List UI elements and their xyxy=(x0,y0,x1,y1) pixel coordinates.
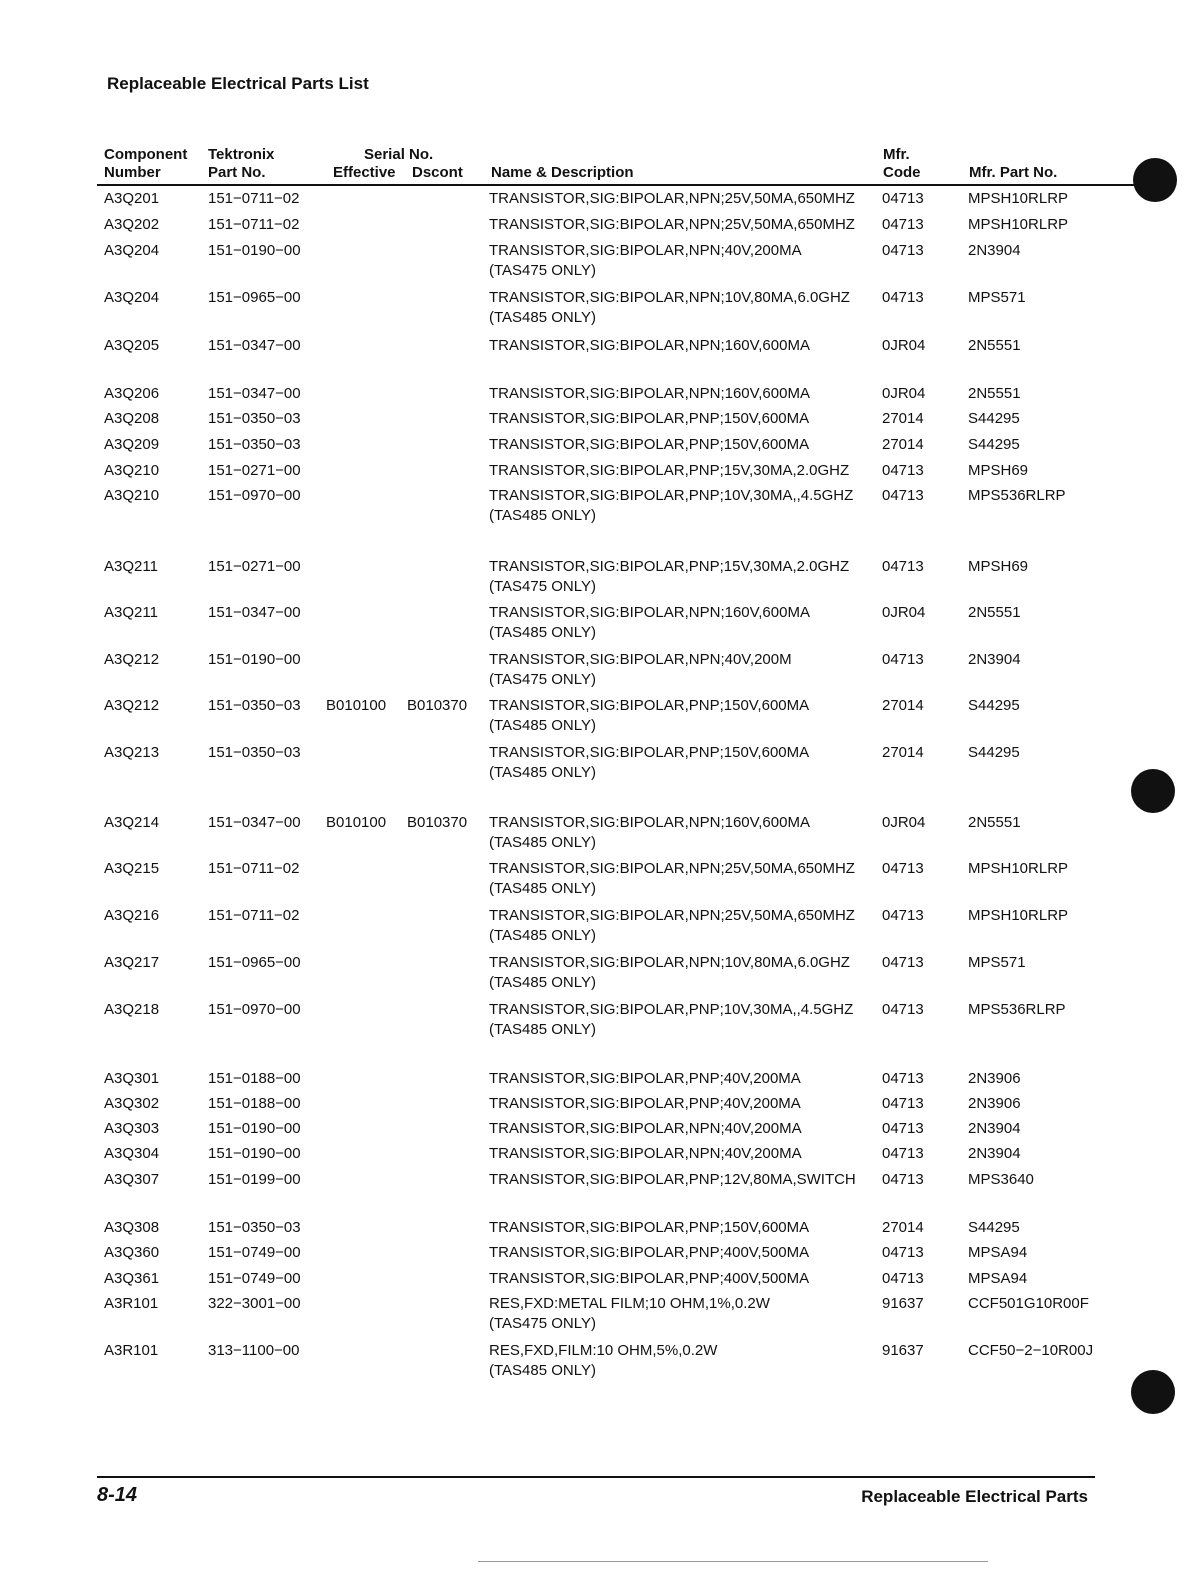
cell-mfr-part-number: CCF501G10R00F xyxy=(968,1295,1089,1312)
cell-mfr-code: 0JR04 xyxy=(882,337,926,354)
cell-mfr-part-number: MPS3640 xyxy=(968,1171,1034,1188)
cell-component: A3Q208 xyxy=(104,410,160,427)
cell-mfr-code: 91637 xyxy=(882,1342,924,1359)
cell-description: RES,FXD,FILM:10 OHM,5%,0.2W xyxy=(489,1342,718,1359)
cell-mfr-part-number: 2N3906 xyxy=(968,1095,1021,1112)
cell-part-number: 151−0271−00 xyxy=(208,558,301,575)
cell-description-note: (TAS485 ONLY) xyxy=(489,507,596,524)
cell-component: A3Q308 xyxy=(104,1219,160,1236)
cell-part-number: 322−3001−00 xyxy=(208,1295,301,1312)
cell-description-note: (TAS485 ONLY) xyxy=(489,1021,596,1038)
cell-mfr-part-number: S44295 xyxy=(968,744,1020,761)
cell-description: TRANSISTOR,SIG:BIPOLAR,PNP;400V,500MA xyxy=(489,1270,810,1287)
cell-description-note: (TAS475 ONLY) xyxy=(489,262,596,279)
section-title: Replaceable Electrical Parts xyxy=(861,1487,1088,1506)
cell-mfr-part-number: MPSH69 xyxy=(968,462,1029,479)
cell-mfr-part-number: MPSH10RLRP xyxy=(968,860,1069,877)
cell-mfr-code: 0JR04 xyxy=(882,385,926,402)
cell-mfr-part-number: MPS571 xyxy=(968,954,1026,971)
cell-mfr-code: 04713 xyxy=(882,1171,924,1188)
cell-description: TRANSISTOR,SIG:BIPOLAR,NPN;40V,200MA xyxy=(489,1145,802,1162)
cell-component: A3Q307 xyxy=(104,1171,160,1188)
cell-description: TRANSISTOR,SIG:BIPOLAR,NPN;25V,50MA,650MHZ xyxy=(489,216,855,233)
page-title: Replaceable Electrical Parts List xyxy=(107,74,369,93)
cell-component: A3Q303 xyxy=(104,1120,160,1137)
cell-mfr-code: 27014 xyxy=(882,1219,924,1236)
cell-part-number: 151−0965−00 xyxy=(208,289,301,306)
cell-serial-dscont: B010370 xyxy=(407,697,468,714)
cell-description-note: (TAS485 ONLY) xyxy=(489,974,596,991)
cell-description-note: (TAS485 ONLY) xyxy=(489,880,596,897)
cell-description: TRANSISTOR,SIG:BIPOLAR,PNP;10V,30MA,,4.5GHZ xyxy=(489,487,854,504)
cell-description: TRANSISTOR,SIG:BIPOLAR,NPN;160V,600MA xyxy=(489,814,810,831)
cell-mfr-code: 04713 xyxy=(882,651,924,668)
cell-mfr-part-number: MPSH10RLRP xyxy=(968,216,1069,233)
header-tektronix-line2: Part No. xyxy=(208,164,266,181)
header-serial: Serial No. xyxy=(364,146,434,163)
header-component-line2: Number xyxy=(104,164,161,181)
cell-part-number: 151−0190−00 xyxy=(208,242,301,259)
cell-description: TRANSISTOR,SIG:BIPOLAR,NPN;40V,200MA xyxy=(489,242,802,259)
cell-mfr-code: 04713 xyxy=(882,216,924,233)
scan-artifact-line xyxy=(478,1561,988,1562)
cell-description-note: (TAS485 ONLY) xyxy=(489,309,596,326)
header-tektronix xyxy=(208,146,274,182)
cell-description-note: (TAS485 ONLY) xyxy=(489,717,596,734)
cell-component: A3Q214 xyxy=(104,814,160,831)
cell-part-number: 151−0711−02 xyxy=(208,860,300,877)
header-mfr-part: Mfr. Part No. xyxy=(969,164,1058,181)
cell-mfr-part-number: 2N5551 xyxy=(968,814,1021,831)
cell-description: TRANSISTOR,SIG:BIPOLAR,NPN;10V,80MA,6.0GHZ xyxy=(489,289,850,306)
cell-component: A3Q204 xyxy=(104,289,160,306)
cell-component: A3Q218 xyxy=(104,1001,160,1018)
cell-description: TRANSISTOR,SIG:BIPOLAR,NPN;160V,600MA xyxy=(489,604,810,621)
cell-component: A3R101 xyxy=(104,1295,159,1312)
cell-mfr-code: 04713 xyxy=(882,558,924,575)
page-number: 8-14 xyxy=(97,1484,138,1506)
cell-mfr-code: 04713 xyxy=(882,954,924,971)
cell-mfr-part-number: 2N3904 xyxy=(968,651,1021,668)
cell-mfr-part-number: 2N5551 xyxy=(968,337,1021,354)
cell-component: A3Q211 xyxy=(104,604,158,621)
cell-mfr-code: 04713 xyxy=(882,1270,924,1287)
cell-mfr-code: 27014 xyxy=(882,697,924,714)
binder-hole-marker xyxy=(1131,1370,1175,1414)
cell-mfr-code: 0JR04 xyxy=(882,604,926,621)
cell-description: TRANSISTOR,SIG:BIPOLAR,PNP;150V,600MA xyxy=(489,744,810,761)
cell-description: TRANSISTOR,SIG:BIPOLAR,PNP;400V,500MA xyxy=(489,1244,810,1261)
cell-component: A3Q210 xyxy=(104,462,160,479)
cell-part-number: 151−0711−02 xyxy=(208,216,300,233)
cell-serial-effective: B010100 xyxy=(326,814,387,831)
cell-description-note: (TAS475 ONLY) xyxy=(489,671,596,688)
cell-component: A3Q361 xyxy=(104,1270,160,1287)
cell-part-number: 151−0711−02 xyxy=(208,907,300,924)
cell-component: A3Q212 xyxy=(104,697,160,714)
cell-part-number: 151−0965−00 xyxy=(208,954,301,971)
cell-description-note: (TAS485 ONLY) xyxy=(489,624,596,641)
cell-mfr-part-number: MPS571 xyxy=(968,289,1026,306)
cell-mfr-part-number: S44295 xyxy=(968,410,1020,427)
cell-mfr-code: 04713 xyxy=(882,487,924,504)
cell-part-number: 313−1100−00 xyxy=(208,1342,300,1359)
header-serial-effective: Effective xyxy=(333,164,396,181)
cell-serial-effective: B010100 xyxy=(326,697,387,714)
cell-component: A3Q302 xyxy=(104,1095,160,1112)
cell-description: TRANSISTOR,SIG:BIPOLAR,PNP;15V,30MA,2.0GHZ xyxy=(489,462,850,479)
cell-mfr-part-number: MPSH10RLRP xyxy=(968,190,1069,207)
cell-mfr-code: 27014 xyxy=(882,744,924,761)
cell-description: TRANSISTOR,SIG:BIPOLAR,NPN;25V,50MA,650MHZ xyxy=(489,907,855,924)
cell-description: TRANSISTOR,SIG:BIPOLAR,PNP;150V,600MA xyxy=(489,410,810,427)
cell-description: TRANSISTOR,SIG:BIPOLAR,PNP;40V,200MA xyxy=(489,1070,801,1087)
cell-component: A3Q205 xyxy=(104,337,160,354)
cell-part-number: 151−0271−00 xyxy=(208,462,301,479)
cell-description-note: (TAS475 ONLY) xyxy=(489,1315,596,1332)
cell-description: TRANSISTOR,SIG:BIPOLAR,PNP;10V,30MA,,4.5GHZ xyxy=(489,1001,854,1018)
header-component-line1: Component xyxy=(104,146,188,163)
cell-component: A3Q360 xyxy=(104,1244,160,1261)
cell-mfr-part-number: MPS536RLRP xyxy=(968,487,1066,504)
cell-component: A3R101 xyxy=(104,1342,159,1359)
cell-description: TRANSISTOR,SIG:BIPOLAR,NPN;160V,600MA xyxy=(489,337,810,354)
cell-part-number: 151−0190−00 xyxy=(208,1120,301,1137)
footer-rule xyxy=(97,1476,1095,1478)
cell-mfr-code: 27014 xyxy=(882,410,924,427)
header-rule xyxy=(97,184,1142,186)
cell-mfr-code: 04713 xyxy=(882,462,924,479)
cell-mfr-code: 04713 xyxy=(882,1120,924,1137)
cell-mfr-part-number: MPS536RLRP xyxy=(968,1001,1066,1018)
cell-part-number: 151−0350−03 xyxy=(208,697,301,714)
cell-part-number: 151−0749−00 xyxy=(208,1270,301,1287)
cell-serial-dscont: B010370 xyxy=(407,814,468,831)
cell-mfr-part-number: 2N3904 xyxy=(968,1120,1021,1137)
binder-hole-marker xyxy=(1133,158,1177,202)
cell-mfr-part-number: 2N3906 xyxy=(968,1070,1021,1087)
header-component xyxy=(104,146,187,182)
cell-component: A3Q210 xyxy=(104,487,160,504)
cell-description: TRANSISTOR,SIG:BIPOLAR,NPN;25V,50MA,650MHZ xyxy=(489,860,855,877)
cell-description: TRANSISTOR,SIG:BIPOLAR,NPN;160V,600MA xyxy=(489,385,810,402)
cell-mfr-part-number: 2N5551 xyxy=(968,604,1021,621)
cell-part-number: 151−0350−03 xyxy=(208,410,301,427)
cell-part-number: 151−0970−00 xyxy=(208,487,301,504)
cell-description: TRANSISTOR,SIG:BIPOLAR,PNP;150V,600MA xyxy=(489,436,810,453)
cell-mfr-part-number: S44295 xyxy=(968,1219,1020,1236)
cell-part-number: 151−0347−00 xyxy=(208,337,301,354)
cell-description-note: (TAS475 ONLY) xyxy=(489,578,596,595)
cell-component: A3Q217 xyxy=(104,954,160,971)
cell-mfr-code: 04713 xyxy=(882,860,924,877)
header-tektronix-line1: Tektronix xyxy=(208,146,275,163)
cell-description: TRANSISTOR,SIG:BIPOLAR,PNP;15V,30MA,2.0GHZ xyxy=(489,558,850,575)
cell-part-number: 151−0188−00 xyxy=(208,1070,301,1087)
cell-description: TRANSISTOR,SIG:BIPOLAR,NPN;25V,50MA,650MHZ xyxy=(489,190,855,207)
cell-part-number: 151−0199−00 xyxy=(208,1171,301,1188)
cell-mfr-part-number: MPSH69 xyxy=(968,558,1029,575)
binder-hole-marker xyxy=(1131,769,1175,813)
cell-description: TRANSISTOR,SIG:BIPOLAR,NPN;40V,200M xyxy=(489,651,792,668)
header-mfr-code xyxy=(883,146,921,182)
cell-mfr-part-number: MPSH10RLRP xyxy=(968,907,1069,924)
cell-mfr-code: 04713 xyxy=(882,1145,924,1162)
cell-description: TRANSISTOR,SIG:BIPOLAR,PNP;150V,600MA xyxy=(489,697,810,714)
cell-mfr-code: 04713 xyxy=(882,1001,924,1018)
cell-description: RES,FXD:METAL FILM;10 OHM,1%,0.2W xyxy=(489,1295,770,1312)
cell-component: A3Q304 xyxy=(104,1145,160,1162)
cell-part-number: 151−0749−00 xyxy=(208,1244,301,1261)
cell-mfr-part-number: MPSA94 xyxy=(968,1244,1028,1261)
cell-mfr-part-number: S44295 xyxy=(968,436,1020,453)
cell-mfr-part-number: 2N3904 xyxy=(968,242,1021,259)
cell-component: A3Q202 xyxy=(104,216,160,233)
cell-description-note: (TAS485 ONLY) xyxy=(489,927,596,944)
cell-component: A3Q301 xyxy=(104,1070,160,1087)
cell-component: A3Q204 xyxy=(104,242,160,259)
cell-component: A3Q206 xyxy=(104,385,160,402)
cell-mfr-code: 04713 xyxy=(882,289,924,306)
cell-description: TRANSISTOR,SIG:BIPOLAR,PNP;40V,200MA xyxy=(489,1095,801,1112)
cell-component: A3Q213 xyxy=(104,744,160,761)
cell-part-number: 151−0711−02 xyxy=(208,190,300,207)
header-name-description: Name & Description xyxy=(491,164,634,181)
cell-mfr-code: 27014 xyxy=(882,436,924,453)
header-serial-dscont: Dscont xyxy=(412,164,463,181)
cell-component: A3Q216 xyxy=(104,907,160,924)
cell-description: TRANSISTOR,SIG:BIPOLAR,PNP;12V,80MA,SWITCH xyxy=(489,1171,856,1188)
cell-description-note: (TAS485 ONLY) xyxy=(489,764,596,781)
cell-mfr-code: 04713 xyxy=(882,1244,924,1261)
cell-mfr-code: 04713 xyxy=(882,1095,924,1112)
cell-mfr-part-number: MPSA94 xyxy=(968,1270,1028,1287)
cell-part-number: 151−0347−00 xyxy=(208,385,301,402)
cell-component: A3Q212 xyxy=(104,651,160,668)
cell-part-number: 151−0188−00 xyxy=(208,1095,301,1112)
cell-component: A3Q211 xyxy=(104,558,158,575)
cell-part-number: 151−0190−00 xyxy=(208,1145,301,1162)
cell-description-note: (TAS485 ONLY) xyxy=(489,834,596,851)
cell-part-number: 151−0347−00 xyxy=(208,604,301,621)
cell-part-number: 151−0350−03 xyxy=(208,744,301,761)
cell-mfr-code: 91637 xyxy=(882,1295,924,1312)
header-mfr-code-line1: Mfr. xyxy=(883,146,910,163)
cell-component: A3Q201 xyxy=(104,190,160,207)
cell-component: A3Q215 xyxy=(104,860,160,877)
cell-mfr-part-number: CCF50−2−10R00J xyxy=(968,1342,1094,1359)
cell-mfr-part-number: S44295 xyxy=(968,697,1020,714)
cell-mfr-code: 04713 xyxy=(882,1070,924,1087)
cell-mfr-code: 04713 xyxy=(882,242,924,259)
cell-description: TRANSISTOR,SIG:BIPOLAR,NPN;40V,200MA xyxy=(489,1120,802,1137)
cell-description: TRANSISTOR,SIG:BIPOLAR,PNP;150V,600MA xyxy=(489,1219,810,1236)
header-mfr-code-line2: Code xyxy=(883,164,921,181)
cell-part-number: 151−0347−00 xyxy=(208,814,301,831)
cell-mfr-code: 0JR04 xyxy=(882,814,926,831)
cell-mfr-code: 04713 xyxy=(882,190,924,207)
cell-part-number: 151−0350−03 xyxy=(208,1219,301,1236)
cell-description-note: (TAS485 ONLY) xyxy=(489,1362,596,1379)
cell-mfr-part-number: 2N5551 xyxy=(968,385,1021,402)
cell-part-number: 151−0970−00 xyxy=(208,1001,301,1018)
cell-mfr-code: 04713 xyxy=(882,907,924,924)
cell-part-number: 151−0350−03 xyxy=(208,436,301,453)
cell-description: TRANSISTOR,SIG:BIPOLAR,NPN;10V,80MA,6.0GHZ xyxy=(489,954,850,971)
cell-component: A3Q209 xyxy=(104,436,160,453)
cell-mfr-part-number: 2N3904 xyxy=(968,1145,1021,1162)
cell-part-number: 151−0190−00 xyxy=(208,651,301,668)
